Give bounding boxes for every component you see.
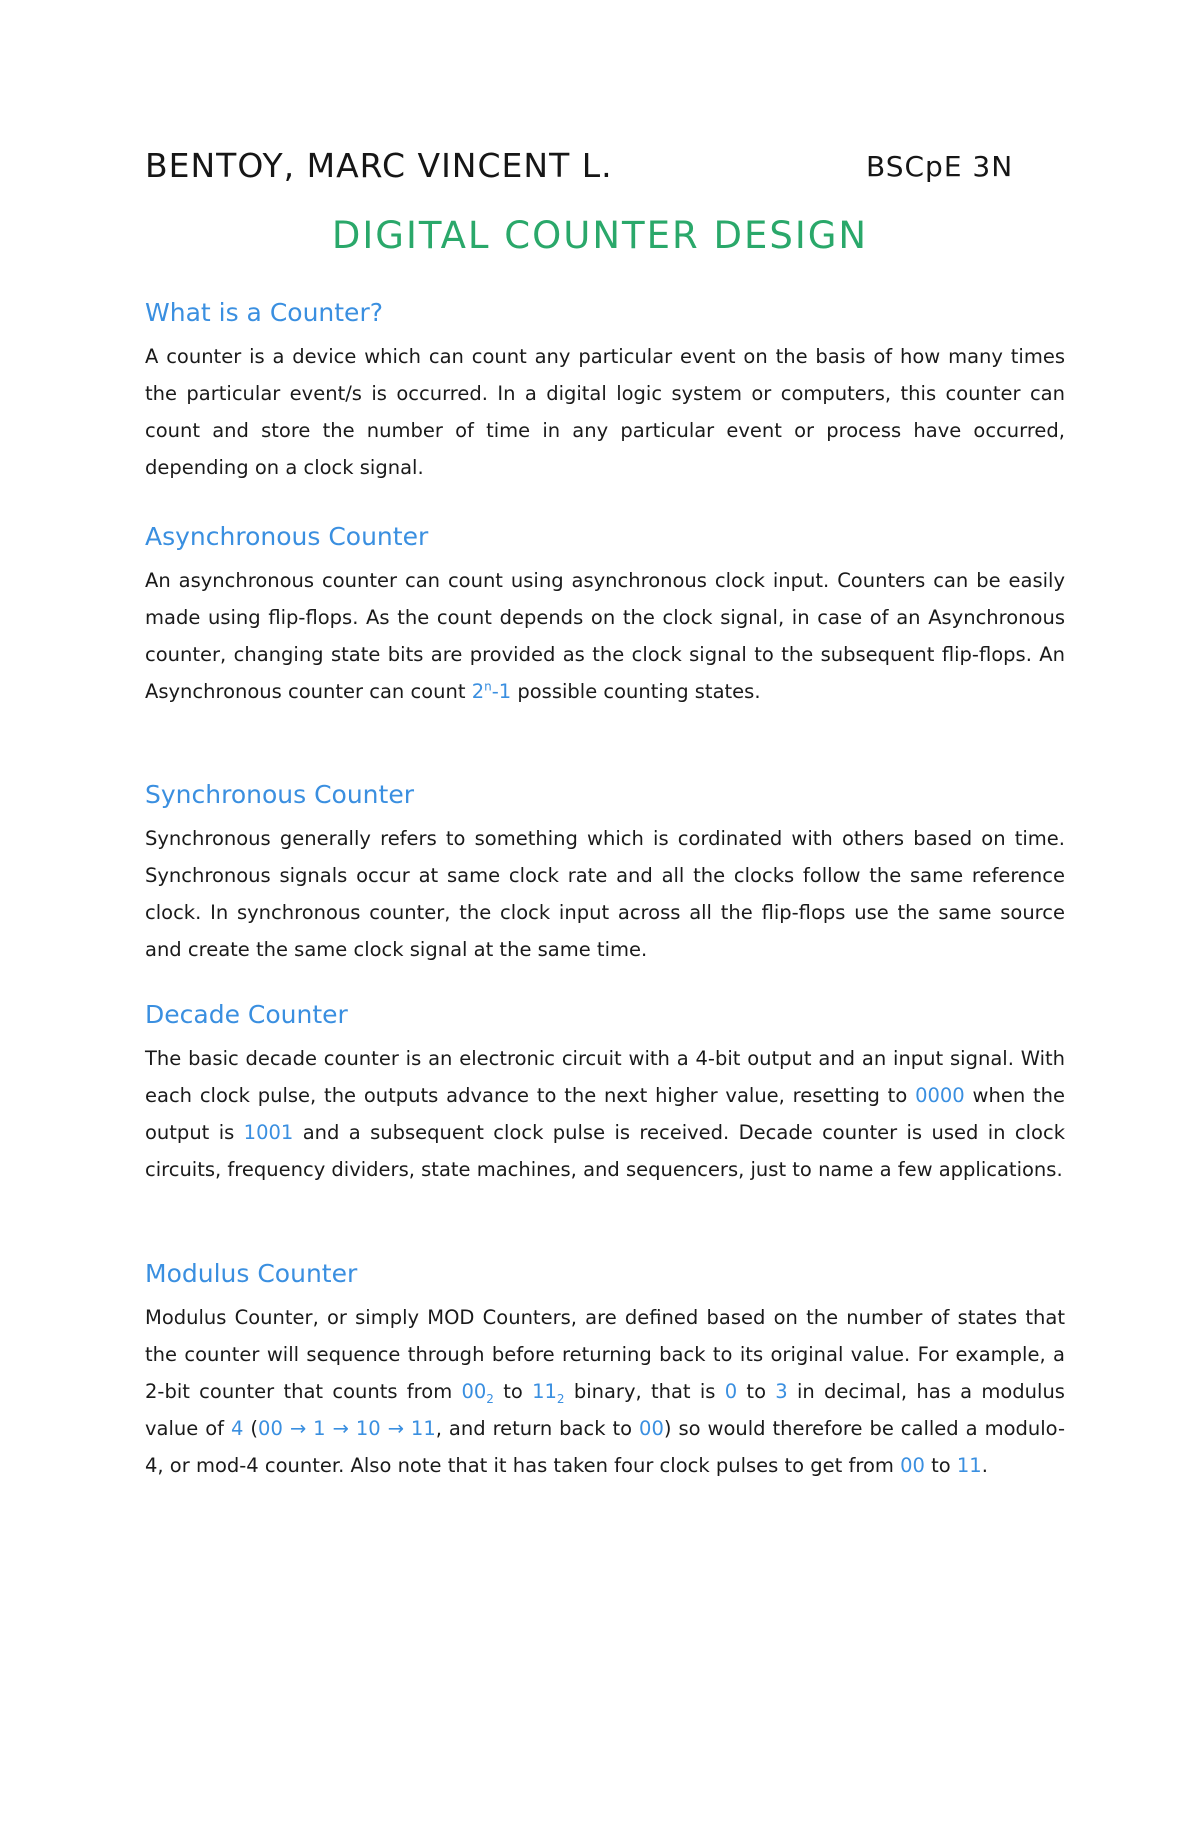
section-body: Modulus Counter, or simply MOD Counters, are defined based on the number of states that the counter will sequence through before returning back to its original value. For example, a 2-bit counter that counts from $00_2$ to $11_2$ binary, that is 0 to 3 in decimal, has a modulus value of 4 (00 → 1 → 10 → 11, and return back to 00) so would therefore be called a modulo-4, or mod-4 counter. Also note that it has taken four clock pulses to get from 00 to 11. bbox=[145, 1306, 1065, 1477]
page-title: DIGITAL COUNTER DESIGN bbox=[331, 214, 869, 257]
value-binary-00: $00_2$ bbox=[461, 1380, 494, 1406]
value-00: 00 bbox=[639, 1417, 664, 1440]
body-text: possible counting states. bbox=[511, 680, 761, 703]
value-modulus-4: 4 bbox=[231, 1417, 244, 1440]
section-synchronous-counter bbox=[145, 778, 1065, 968]
value-11: 11 bbox=[956, 1454, 982, 1477]
value-0000: 0000 bbox=[915, 1084, 965, 1107]
section-heading: Synchronous Counter bbox=[145, 780, 414, 809]
section-heading: Asynchronous Counter bbox=[145, 522, 429, 551]
value-binary-11: $11_2$ bbox=[532, 1380, 565, 1406]
section-body: Synchronous generally refers to something which is cordinated with others based on time. Synchronous signals occur at same clock rate and all the clocks follow the same reference clock. In synchronous counter, the clock input across all the flip-flops use the same source and create the same clock signal at the same time. bbox=[145, 827, 1065, 961]
value-00: 00 bbox=[900, 1454, 925, 1477]
value-decimal-3: 3 bbox=[775, 1380, 788, 1403]
section-body bbox=[145, 562, 1065, 710]
section-what-is-counter bbox=[145, 296, 1065, 486]
section-modulus-counter bbox=[145, 1257, 1065, 1484]
author-name: BENTOY, MARC VINCENT L. bbox=[145, 146, 613, 185]
value-decimal-0: 0 bbox=[724, 1380, 738, 1403]
section-heading: Decade Counter bbox=[145, 1000, 348, 1029]
course-code: BSCpE 3N bbox=[866, 150, 1014, 183]
formula: 2$^n$-1 bbox=[471, 679, 512, 703]
section-heading: Modulus Counter bbox=[145, 1259, 358, 1288]
section-asynchronous-counter bbox=[145, 520, 1065, 710]
section-body: The basic decade counter is an electronic circuit with a 4-bit output and an input signal. With each clock pulse, the outputs advance to the next higher value, resetting to 0000 when the output is 1001 and a subsequent clock pulse is received. Decade counter is used in clock circuits, frequency dividers, state machines, and sequencers, just to name a few applications. bbox=[145, 1047, 1066, 1181]
body-text: An asynchronous counter can count using asynchronous clock input. Counters can be easily made using flip-flops. As the count depends on the clock signal, in case of an Asynchronous counter, changing state bits are provided as the clock signal to the subsequent flip-flops. An Asynchronous counter can count bbox=[145, 569, 1065, 703]
section-heading: What is a Counter? bbox=[145, 298, 383, 327]
section-decade-counter bbox=[145, 998, 1065, 1188]
value-1001: 1001 bbox=[243, 1121, 294, 1144]
state-sequence: 00 → 1 → 10 → 11 bbox=[258, 1417, 436, 1440]
section-body: A counter is a device which can count any particular event on the basis of how many times the particular event/s is occurred. In a digital logic system or computers, this counter can count and store the number of time in any particular event or process have occurred, depending on a clock signal. bbox=[145, 345, 1065, 479]
